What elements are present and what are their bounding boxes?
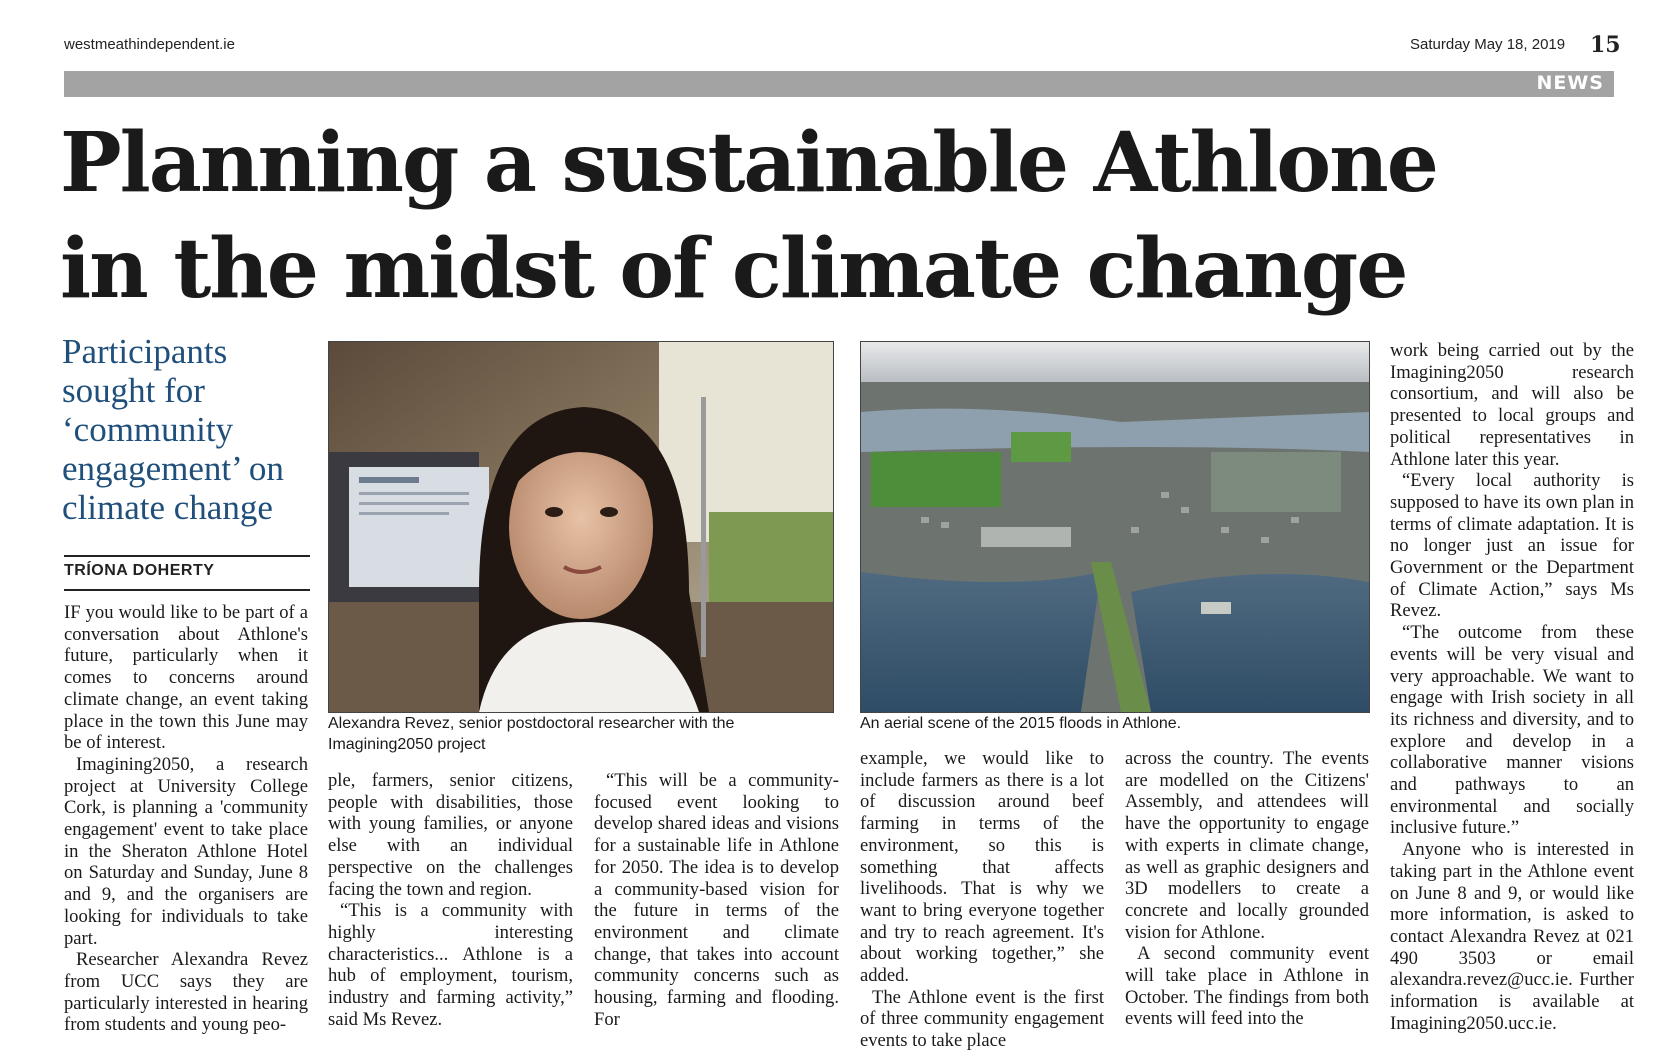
aerial-photo xyxy=(860,341,1370,713)
headline xyxy=(60,110,1620,322)
paragraph: The Athlone event is the first of three community engagement events to take place xyxy=(860,986,1104,1052)
standfirst-line: engagement’ on xyxy=(62,449,284,488)
portrait-photo xyxy=(328,341,834,713)
paragraph: Anyone who is interested in taking part in the Athlone event on June 8 and 9, or would like more information, is asked to contact Alexandra Revez at 021 490 3503 or email alexandra.revez@ucc.ie. Further information is available at Imagining2050.ucc.ie. xyxy=(1390,839,1634,1034)
article-column-4 xyxy=(860,748,1104,1052)
headline-line-1: Planning a sustainable Athlone xyxy=(60,115,1437,211)
paragraph: Imagining2050, a research project at University College Cork, is planning a 'community engagement' event to take place in the Sheraton Athlone Hotel on Saturday and Sunday, June 8 and 9, and the organisers are looking for individuals to take part. xyxy=(64,753,308,949)
standfirst-line: ‘community xyxy=(62,410,234,449)
paragraph: “This will be a community-focused event looking to develop shared ideas and visions for a sustainable life in Athlone for 2050. The idea is to develop a community-based vision for the future in terms of the environment and climate change, that takes into account community concerns such as housing, farming and flooding. For xyxy=(594,770,839,1030)
section-bar xyxy=(64,71,1614,97)
standfirst-line: Participants xyxy=(62,332,228,371)
section-label: NEWS xyxy=(1536,72,1604,94)
headline-line-2: in the midst of climate change xyxy=(60,221,1407,317)
paragraph: work being carried out by the Imagining2050 research consortium, and will also be presented to local groups and political representatives in Athlone later this year. xyxy=(1390,340,1634,470)
paragraph: A second community event will take place in Athlone in October. The findings from both events will feed into the xyxy=(1125,943,1369,1030)
issue-date: Saturday May 18, 2019 xyxy=(1410,36,1566,53)
article-column-1 xyxy=(64,602,308,1036)
aerial-caption: An aerial scene of the 2015 floods in Athlone. xyxy=(860,715,1182,732)
article-column-5 xyxy=(1125,748,1369,1030)
paragraph: “This is a community with highly interesting characteristics... Athlone is a hub of employment, tourism, industry and farming activity,” said Ms Revez. xyxy=(328,900,573,1030)
portrait-caption: Alexandra Revez, senior postdoctoral researcher with the Imagining2050 project xyxy=(328,715,735,753)
article-column-6 xyxy=(1390,340,1634,1035)
article-column-3 xyxy=(594,770,839,1030)
paragraph: “Every local authority is supposed to have its own plan in terms of climate adaptation. It is no longer just an issue for Government or the Department of Climate Action,” says Ms Revez. xyxy=(1390,470,1634,622)
standfirst-line: sought for xyxy=(62,371,205,410)
paragraph: example, we would like to include farmers as there is a lot of discussion around beef farming in terms of the environment, so this is something that affects livelihoods. That is why we want to bring everyone together and try to reach agreement. It's about working together,” she added. xyxy=(860,748,1104,987)
page-number: 15 xyxy=(1590,32,1621,58)
article-column-2 xyxy=(328,770,573,1030)
site-url: westmeathindependent.ie xyxy=(64,36,235,53)
paragraph: Researcher Alexandra Revez from UCC says they are particularly interested in hearing from students and young peo- xyxy=(64,949,308,1036)
paragraph: ple, farmers, senior citizens, people with disabilities, those with young families, or anyone else with an individual perspective on the challenges facing the town and region. xyxy=(328,770,573,900)
byline-rule-top xyxy=(64,555,310,557)
standfirst xyxy=(62,332,312,527)
paragraph: IF you would like to be part of a conversation about Athlone's future, particularly when it comes to concerns around climate change, an event taking place in the town this June may be of interest. xyxy=(64,602,308,754)
paragraph: “The outcome from these events will be very visual and very approachable. We want to engage with Irish society in all its richness and diversity, and to explore and develop in a collaborative manner visions and pathways to an environmental and socially inclusive future.” xyxy=(1390,622,1634,839)
byline-rule-bottom xyxy=(64,589,310,591)
standfirst-line: climate change xyxy=(62,488,273,527)
paragraph: across the country. The events are modelled on the Citizens' Assembly, and attendees will have the opportunity to engage with experts in climate change, as well as graphic designers and 3D modellers to create a concrete and locally grounded vision for Athlone. xyxy=(1125,748,1369,943)
byline: TRÍONA DOHERTY xyxy=(64,562,215,579)
